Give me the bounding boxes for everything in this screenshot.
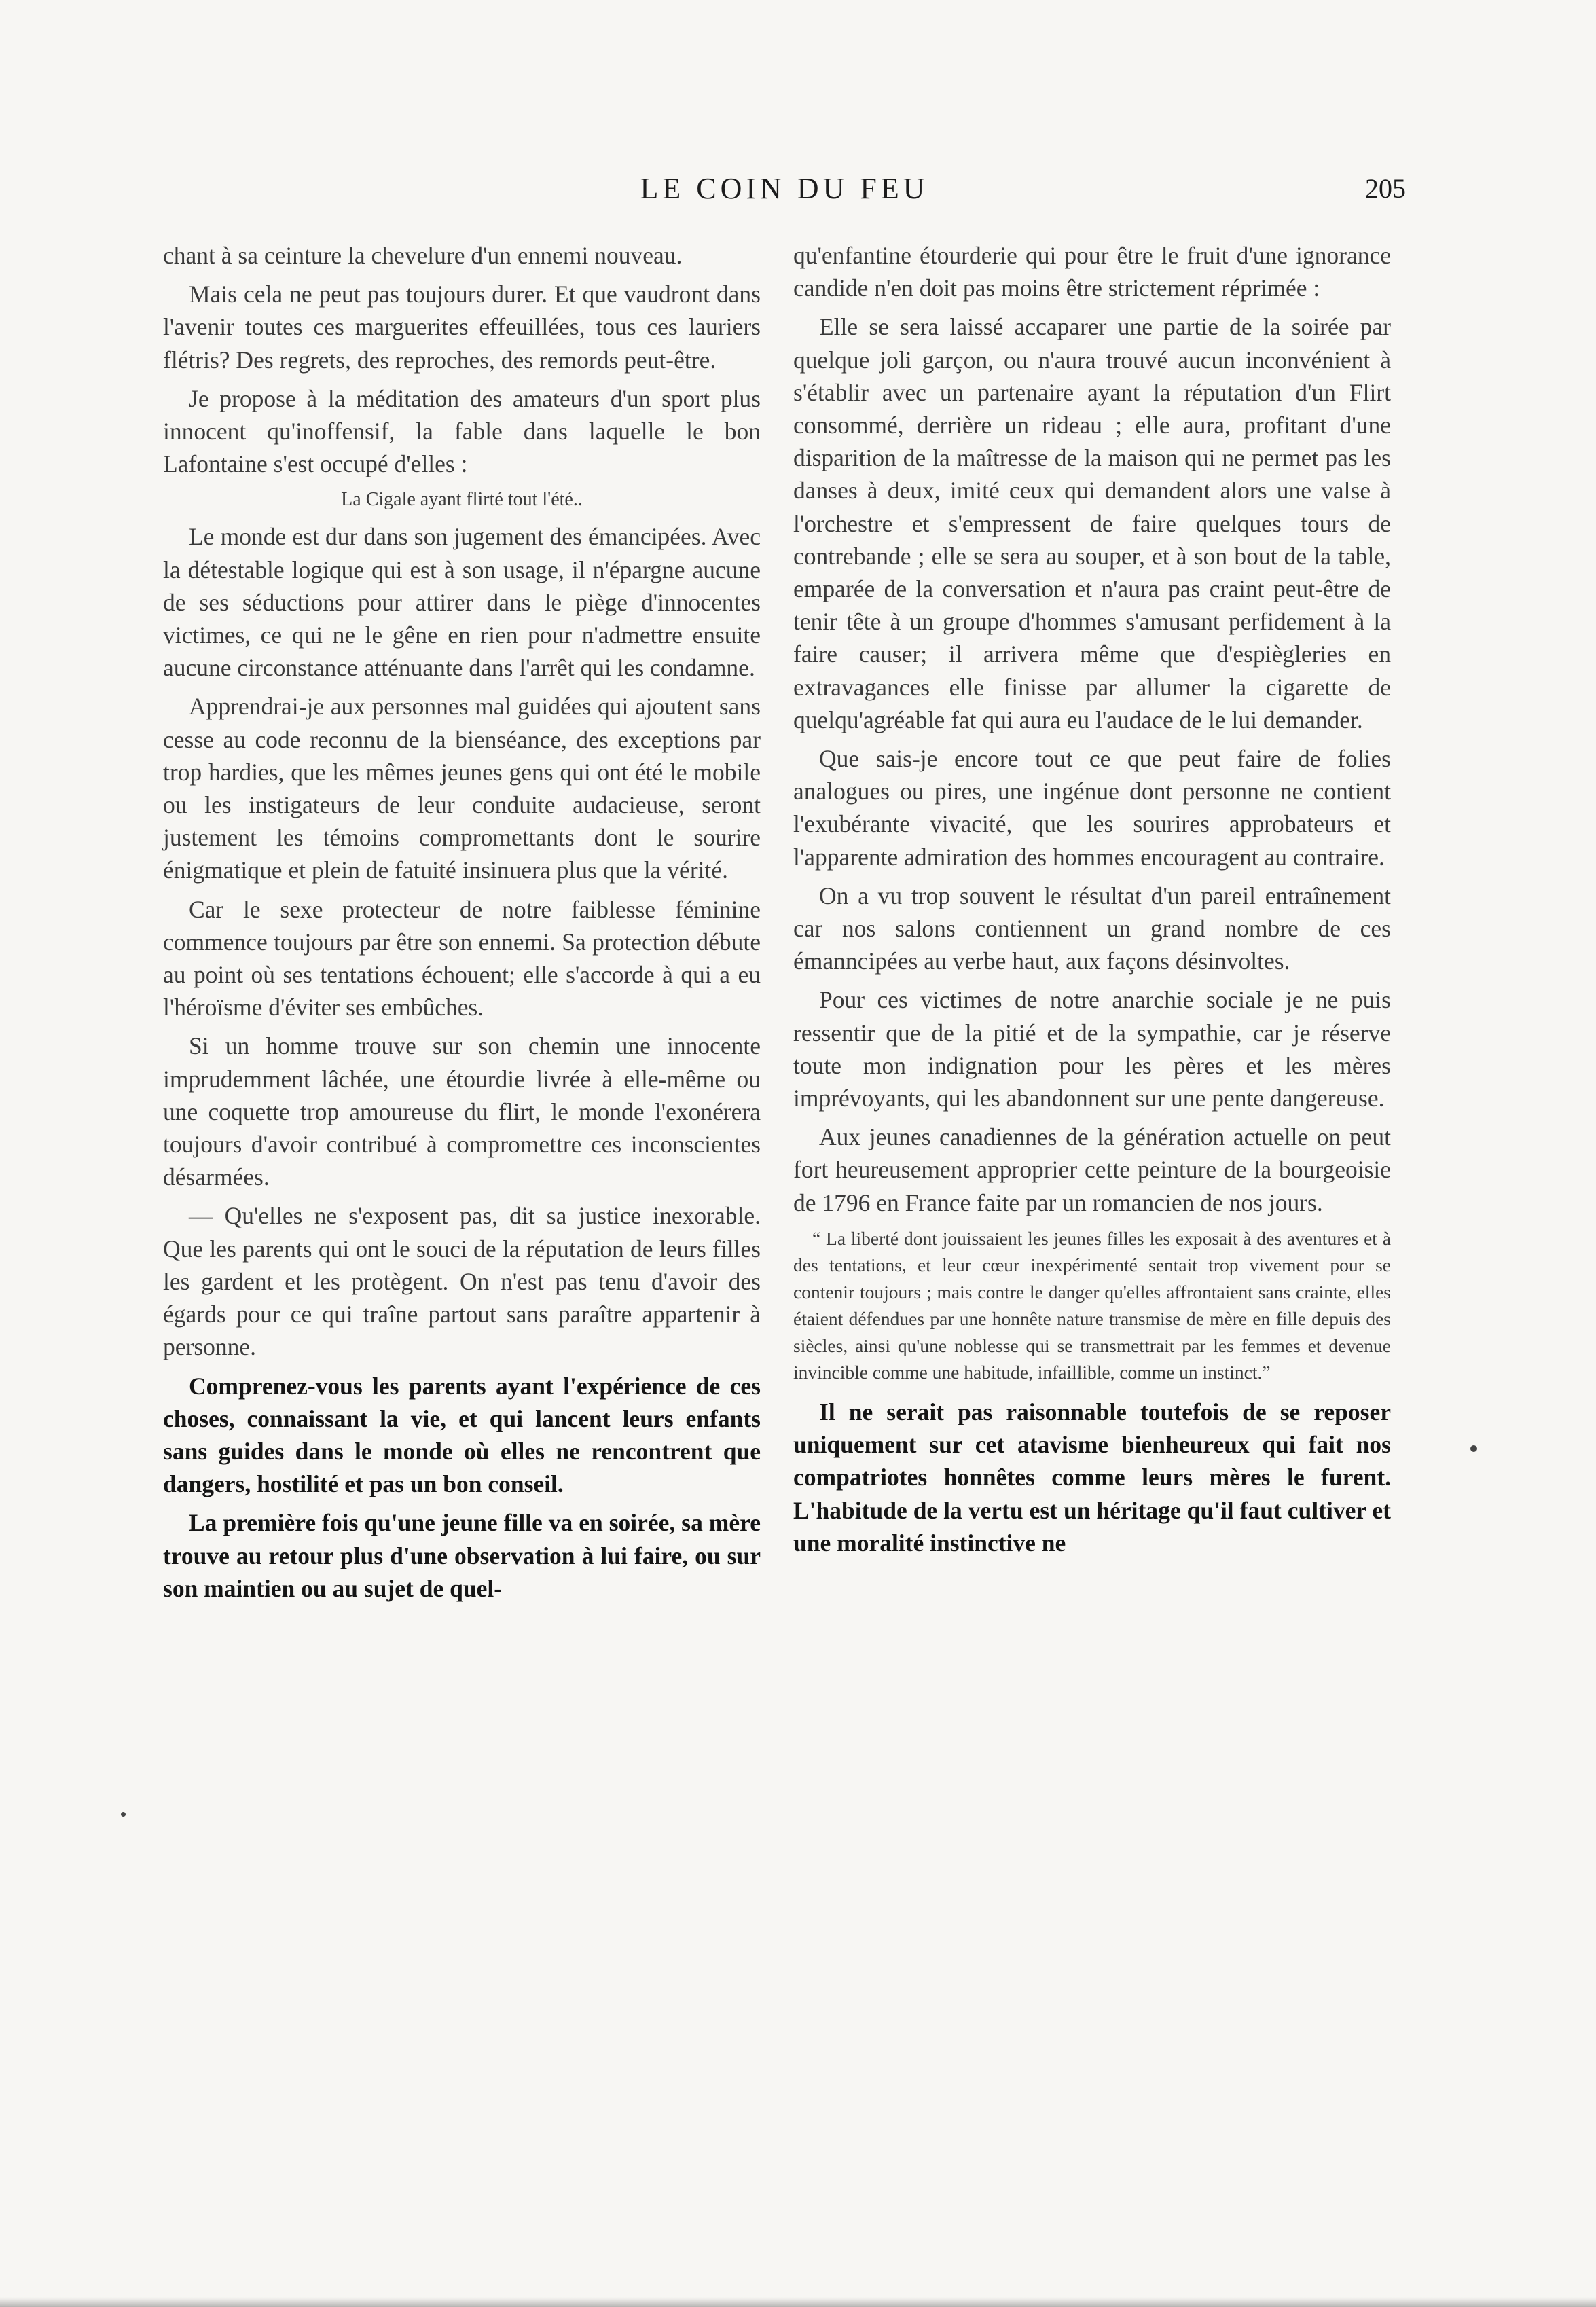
paragraph: Que sais-je encore tout ce que peut faire de folies analogues ou pires, une ingénue dont personne ne contient l'exubérante vivacité, que les sourires approbateurs et l'apparente admiration des hommes encouragent au contraire.: [793, 745, 1391, 871]
paragraph: qu'enfantine étourderie qui pour être le fruit d'une ignorance candide n'en doit pas moins être strictement réprimée :: [793, 242, 1391, 302]
running-title: LE COIN DU FEU: [640, 172, 929, 205]
paragraph: Si un homme trouve sur son chemin une innocente imprudemment lâchée, une étourdie livrée à elle-même ou une coquette trop amoureuse du flirt, le monde l'exonérera toujours d'avoir contribué à compromettre ces inconscientes désarmées.: [163, 1032, 761, 1191]
paragraph: La première fois qu'une jeune fille va en soirée, sa mère trouve au retour plus d'une observation à lui faire, ou sur son maintien ou au sujet de quel-: [163, 1509, 761, 1602]
fable-verse: La Cigale ayant flirté tout l'été..: [341, 489, 583, 511]
paragraph: Elle se sera laissé accaparer une partie de la soirée par quelque joli garçon, ou n'aura trouvé aucun inconvénient à s'établir avec un partenaire ayant la réputation d'un Flirt consommé, derrière un rideau ; elle aura, profitant d'une disparition de la maîtresse de la maison qui ne permet pas les danses à deux, imité ceux qui demandent alors une valse à l'orchestre et s'empressent de faire quelques tours de contrebande ; elle se sera au souper, et à son bout de la table, emparée de la conversation et n'aura pas craint peut-être de tenir tête à un groupe d'hommes s'amusant perfidement à la faire causer; il arrivera même que d'espiègleries en extravagances elle finisse par allumer la cigarette de quelqu'agréable fat qui aura eu l'audace de le lui demander.: [793, 313, 1391, 733]
paragraph: chant à sa ceinture la chevelure d'un ennemi nouveau.: [163, 242, 683, 269]
paragraph: Mais cela ne peut pas toujours durer. Et que vaudront dans l'avenir toutes ces marguerites effeuillées, tous ces lauriers flétris? Des regrets, des reproches, des remords peut-être.: [163, 280, 761, 374]
paragraph: Comprenez-vous les parents ayant l'expérience de ces choses, connaissant la vie, et qui lancent leurs enfants sans guides dans le monde où elles ne rencontrent que dangers, hostilité et pas un bon conseil.: [163, 1372, 761, 1498]
paragraph: Car le sexe protecteur de notre faiblesse féminine commence toujours par être son ennemi. Sa protection débute au point où ses tentations échouent; elle s'accorde à qui a eu l'héroïsme d'éviter ses embûches.: [163, 895, 761, 1021]
paragraph: Il ne serait pas raisonnable toutefois de se reposer uniquement sur cet atavisme bienheureux qui fait nos compatriotes honnêtes comme leurs mères le furent. L'habitude de la vertu est un héritage qu'il faut cultiver et une moralité instinctive ne: [793, 1398, 1391, 1557]
scan-speck: [121, 1812, 126, 1817]
paragraph: Aux jeunes canadiennes de la génération actuelle on peut fort heureusement approprier cette peinture de la bourgeoisie de 1796 en France faite par un romancien de nos jours.: [793, 1123, 1391, 1216]
right-column: [793, 239, 1391, 1565]
paragraph: Je propose à la méditation des amateurs d'un sport plus innocent qu'inoffensif, la fable dans laquelle le bon Lafontaine s'est occupé d'elles :: [163, 384, 761, 478]
scan-speck: [1470, 1445, 1477, 1452]
paragraph: Pour ces victimes de notre anarchie sociale je ne puis ressentir que de la pitié et de la sympathie, car je réserve toute mon indignation pour les pères et les mères imprévoyants, qui les abandonnent sur une pente dangereuse.: [793, 986, 1391, 1112]
paragraph: Apprendrai-je aux personnes mal guidées qui ajoutent sans cesse au code reconnu de la bienséance, des exceptions par trop hardies, que les mêmes jeunes gens qui ont été le mobile ou les instigateurs de leur conduite audacieuse, seront justement les témoins compromettants dont le sourire énigmatique et plein de fatuité insinuera plus que la vérité.: [163, 693, 761, 884]
page-header: [163, 171, 1406, 212]
block-quote: “ La liberté dont jouissaient les jeunes filles les exposait à des aventures et à des tentations, et leur cœur inexpérimenté sentait trop vivement pour se contenir toujours ; mais contre le danger qu'elles affrontaient sans crainte, elles étaient défendues par une honnête nature transmise de mère en fille depuis des siècles, ainsi qu'une noblesse qui se transmettrait par les femmes et devenue invincible comme une habitude, infaillible, comme un instinct.”: [793, 1227, 1391, 1383]
page-number: 205: [1365, 173, 1406, 204]
paragraph: — Qu'elles ne s'exposent pas, dit sa justice inexorable. Que les parents qui ont le souci de la réputation de leurs filles les gardent et les protègent. On n'est pas tenu d'avoir des égards pour ce qui traîne partout sans paraître appartenir à personne.: [163, 1202, 761, 1361]
paragraph: Le monde est dur dans son jugement des émancipées. Avec la détestable logique qui est à son usage, il n'épargne aucune de ses séductions pour attirer dans le piège d'innocentes victimes, ce qui ne le gêne en rien pour n'admettre ensuite aucune circonstance atténuante dans l'arrêt qui les condamne.: [163, 523, 761, 682]
scan-edge: [0, 2297, 1596, 2307]
left-column: [163, 239, 761, 1611]
paragraph: On a vu trop souvent le résultat d'un pareil entraînement car nos salons contiennent un grand nombre de ces émanncipées au verbe haut, aux façons désinvoltes.: [793, 882, 1391, 975]
